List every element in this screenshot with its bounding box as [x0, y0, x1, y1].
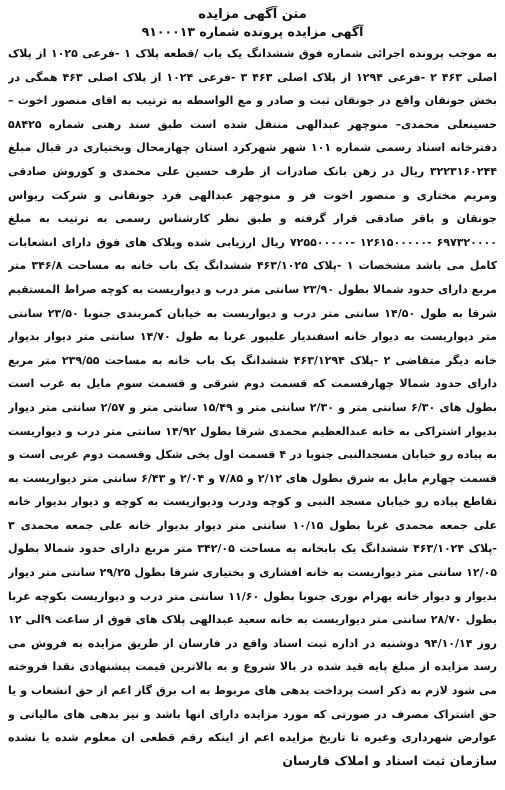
issuing-authority: سازمان ثبت اسناد و املاک فارسان: [282, 753, 497, 768]
notice-title: متن آگهی مزایده: [198, 7, 307, 22]
notice-subtitle: آگهی مزایده پرونده شماره ۹۱۰۰۰۱۳: [141, 24, 364, 39]
notice-body-text: به موجب پرونده اجرائی شماره فوق ششدانگ یک باب /قطعه پلاک ۱ -فرعی ۱۰۲۵ از پلاک اصلی ۴۶۳ ۲ -فرعی ۱۲۹۴ از پلاک اصلی ۴۶۳ ۳ -فرعی ۱۰۲۴ از پلاک اصلی ۴۶۳ همگی در بخش جونقان واقع در جونقان ثبت و صادر و مع الواسطه به ترتیب به اقای منصور اخوت –حسینعلی محمدی– منوچهر عبدالهی منتقل شده است طبق سند رهنی شماره ۵۸۴۲۵ دفترخانه اسناد رسمی شماره ۱۰۱ شهر شهرکرد استان چهارمحال وبختیاری در قبال مبلغ ۳۲۲۳۱۶۰۲۴۴ ریال در رهن بانک صادرات از طرف حسین علی محمدی و کوروش صادقی ومریم مختاری و منصور اخوت فر و منوچهر عبدالهی فرد جونقانی و شرکت ریواس جونقان و باقر صادقی قرار گرفته و طبق نظر کارشناس رسمی به ترتیب به مبلغ ۶۹۷۳۲۰۰۰۰ -۱۲۶۱۵۰۰۰۰۰ -۷۲۵۵۰۰۰۰۰ ریال ارزیابی شده وپلاک های فوق دارای انشعابات کامل می باشد مشخصات ۱ -پلاک ۴۶۳/۱۰۲۵ ششدانگ یک باب خانه به مساحت ۳۴۶/۸ متر مربع دارای حدود شمالا بطول ۲۳/۹۰ سانتی متر درب و دیواریست به کوچه صراط المستقیم شرقا به طول ۱۴/۵۰ سانتی متر درب و دیواریست به خیابان کمربندی جنوبا ۲۳/۵۰ سانتی متر دیواریست به دیوار خانه اسفندیار علیپور غربا به طول ۱۴/۷۰ سانتی متر دیوار بدیوار خانه دیگر متقاضی ۲ -پلاک ۴۶۳/۱۲۹۴ ششدانگ یک باب خانه به مساحت ۲۳۹/۵۵ متر مربع دارای حدود شمالا چهارقسمت که قسمت دوم شرقی و قسمت سوم مایل به غرب است بطول های ۶/۳۰ سانتی متر و ۲/۳۰ سانتی متر و ۱۵/۴۹ سانتی متر و ۲/۵۷ سانتی متر دیوار بدیوار اشتراکی به خانه عبدالعظیم محمدی شرقا بطول ۱۴/۹۲ سانتی متر درب و دیواریست به پیاده رو خیابان مسجدالنبی جنوبا در ۴ قسمت اول یخی شکل وقسمت دوم غربی است و قسمت چهارم مایل به شرق بطول های ۲/۱۲ و ۷/۸۵ و ۲/۰۴ و ۶/۴۳ سانتی متر دیواریست به تقاطع پیاده رو خیابان مسجد النبی و کوچه ودرب ودیواریست به کوچه و دیوار بدیوار خانه علی جمعه محمدی غربا بطول ۱۰/۱۵ سانتی متر دیوار بدیوار خانه علی جمعه محمدی ۳ -پلاک ۴۶۳/۱۰۲۴ ششدانگ یک بابخانه به مساحت ۳۴۲/۰۵ متر مربع دارای حدود شمالا بطول ۱۲/۰۵ سانتی متر دیواریست به خانه افشاری و بختیاری شرقا بطول ۲۹/۲۵ سانتی متر دیوار بدیوار و دیوار خانه بهرام نوری جنوبا بطول ۱۱/۶۰ سانتی متر درب و دیواریست بکوچه غربا بطول ۲۸/۷۰ سانتی متر دیواریست به خانه سعید عبدالهی پلاک های فوق از ساعت ۹الی ۱۲ روز ۹۴/۱۰/۱۴ دوشنبه در اداره ثبت اسناد واقع در فارسان از طریق مزایده به فروش می رسد مزایده از مبلغ پایه قید شده در بالا شروع و به بالاترین قیمت پیشنهادی نقدا فروخته می شود لازم به ذکر است پرداخت بدهی های مربوط به اب برق گاز اعم از حق انشعاب و یا حق اشتراک مصرف در صورتی که مورد مزایده دارای انها باشد و نیز بدهی های مالیاتی و عوارض شهرداری وغیره تا تاریخ مزایده اعم از اینکه رقم قطعی ان معلوم شده یا نشده: [8, 47, 497, 745]
